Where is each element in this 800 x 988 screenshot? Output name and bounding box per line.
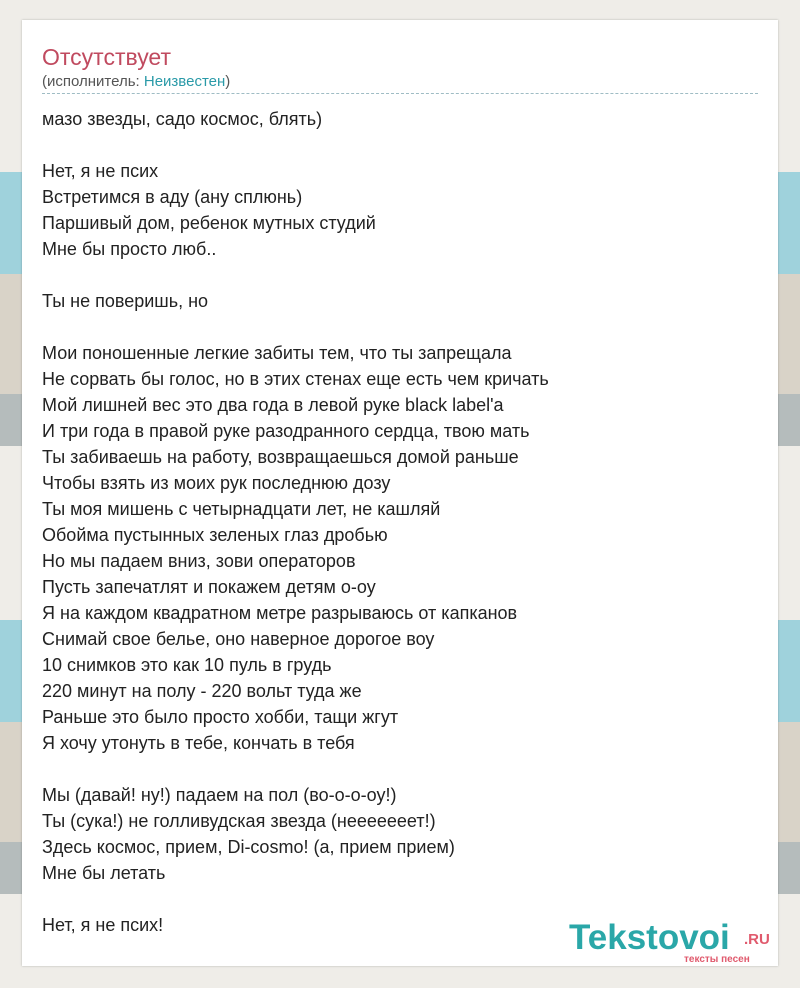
- lyrics-line: [42, 314, 758, 340]
- lyrics-line: 220 минут на полу - 220 вольт туда же: [42, 681, 362, 701]
- lyrics-line: Ты (сука!) не голливудская звезда (нееееееет!): [42, 811, 436, 831]
- artist-prefix: (исполнитель:: [42, 73, 144, 90]
- lyrics-text: [42, 106, 758, 938]
- lyrics-line: [42, 886, 758, 912]
- logo-subtitle: тексты песен: [684, 954, 750, 965]
- logo-domain: .RU: [744, 931, 770, 948]
- lyrics-line: Я хочу утонуть в тебе, кончать в тебя: [42, 733, 355, 753]
- lyrics-line: Я на каждом квадратном метре разрываюсь от капканов: [42, 603, 518, 623]
- lyrics-line: Паршивый дом, ребенок мутных студий: [42, 213, 376, 233]
- lyrics-line: Ты моя мишень с четырнадцати лет, не кашляй: [42, 499, 441, 519]
- lyrics-line: Мои поношенные легкие забиты тем, что ты запрещала: [42, 343, 512, 363]
- lyrics-line: Обойма пустынных зеленых глаз дробью: [42, 525, 388, 545]
- lyrics-line: Мой лишней вес это два года в левой руке black label'a: [42, 395, 504, 415]
- lyrics-line: [42, 262, 758, 288]
- lyrics-line: [42, 756, 758, 782]
- artist-line: [42, 73, 230, 91]
- lyrics-line: [42, 132, 758, 158]
- lyrics-line: Пусть запечатлят и покажем детям о-оу: [42, 577, 376, 597]
- lyrics-line: Раньше это было просто хобби, тащи жгут: [42, 707, 399, 727]
- lyrics-line: Нет, я не псих!: [42, 915, 164, 935]
- lyrics-line: Ты забиваешь на работу, возвращаешься домой раньше: [42, 447, 519, 467]
- artist-link[interactable]: Неизвестен: [143, 73, 226, 90]
- lyrics-card: [22, 20, 778, 966]
- lyrics-line: Мы (давай! ну!) падаем на пол (во-о-о-оу!): [42, 785, 397, 805]
- artist-suffix: ): [225, 73, 231, 90]
- lyrics-line: Здесь космос, прием, Di-cosmo! (а, прием прием): [42, 837, 455, 857]
- logo-wordmark: Tekstovoi: [569, 918, 730, 957]
- header-divider: [42, 93, 758, 94]
- lyrics-line: Чтобы взять из моих рук последнюю дозу: [42, 473, 391, 493]
- song-title: Отсутствует: [42, 44, 171, 70]
- lyrics-line: Встретимся в аду (ану сплюнь): [42, 187, 303, 207]
- lyrics-line: Не сорвать бы голос, но в этих стенах еще есть чем кричать: [42, 369, 549, 389]
- lyrics-line: 10 снимков это как 10 пуль в грудь: [42, 655, 332, 675]
- lyrics-line: Нет, я не псих: [42, 161, 159, 181]
- lyrics-line: мазо звезды, садо космос, блять): [42, 109, 323, 129]
- lyrics-line: Мне бы летать: [42, 863, 166, 883]
- lyrics-line: И три года в правой руке разодранного сердца, твою мать: [42, 421, 530, 441]
- lyrics-line: Ты не поверишь, но: [42, 291, 209, 311]
- tekstovoi-logo[interactable]: [569, 918, 779, 966]
- lyrics-line: Снимай свое белье, оно наверное дорогое воу: [42, 629, 435, 649]
- lyrics-line: Но мы падаем вниз, зови операторов: [42, 551, 356, 571]
- lyrics-line: Мне бы просто люб..: [42, 239, 217, 259]
